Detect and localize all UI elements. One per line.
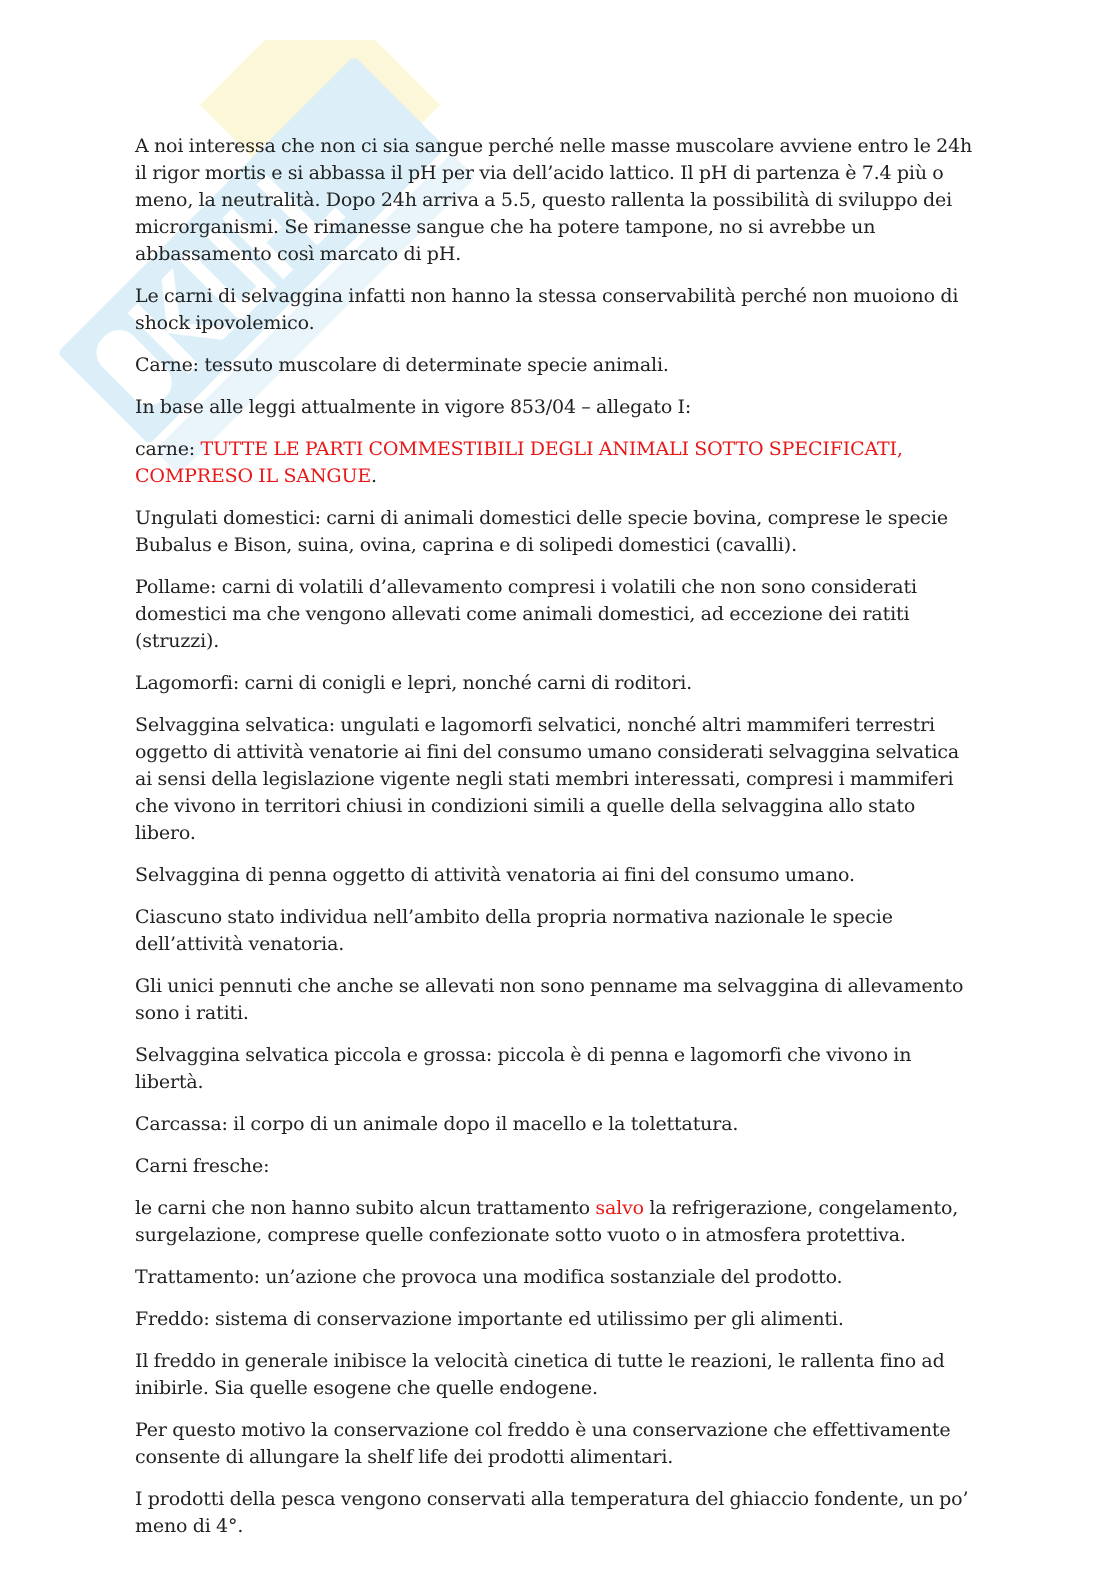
paragraph-normativa-nazionale: Ciascuno stato individua nell’ambito della propria normativa nazionale le specie dell’attività venatoria. — [135, 906, 893, 955]
paragraph-freddo: Freddo: sistema di conservazione importante ed utilissimo per gli alimenti. — [135, 1308, 844, 1330]
paragraph-carni-fresche-heading: Carni fresche: — [135, 1155, 270, 1177]
fresche-prefix: le carni che non hanno subito alcun trattamento — [135, 1197, 596, 1219]
paragraph-ph-rigor-mortis: A noi interessa che non ci sia sangue perché nelle masse muscolare avviene entro le 24h il rigor mortis e si abbassa il pH per via dell’acido lattico. Il pH di partenza è 7.4 più o meno, la neutralità. Dopo 24h arriva a 5.5, questo rallenta la possibilità di sviluppo dei microrganismi. Se rimanesse sangue che ha potere tampone, no si avrebbe un abbassamento così marcato di pH. — [135, 135, 973, 265]
paragraph-piccola-grossa: Selvaggina selvatica piccola e grossa: piccola è di penna e lagomorfi che vivono in libertà. — [135, 1044, 912, 1093]
carne-suffix: . — [371, 465, 377, 487]
paragraph-ratiti: Gli unici pennuti che anche se allevati non sono penname ma selvaggina di allevamento sono i ratiti. — [135, 975, 964, 1024]
paragraph-selvaggina-selvatica: Selvaggina selvatica: ungulati e lagomorfi selvatici, nonché altri mammiferi terrestri oggetto di attività venatorie ai fini del consumo umano considerati selvaggina selvatica ai sensi della legislazione vigente negli stati membri interessati, compresi i mammiferi che vivono in territori chiusi in condizioni simili a quelle della selvaggina allo stato libero. — [135, 714, 960, 844]
fresche-highlight: salvo — [595, 1197, 644, 1219]
fresche-suffix: la refrigerazione, congelamento, surgelazione, comprese quelle confezionate sotto vuoto o in atmosfera protettiva. — [135, 1197, 959, 1246]
paragraph-leggi-vigore: In base alle leggi attualmente in vigore 853/04 – allegato I: — [135, 396, 692, 418]
paragraph-selvaggina-penna: Selvaggina di penna oggetto di attività venatoria ai fini del consumo umano. — [135, 864, 855, 886]
paragraph-carni-fresche-definition — [135, 1195, 980, 1249]
carne-highlight: TUTTE LE PARTI COMMESTIBILI DEGLI ANIMALI SOTTO SPECIFICATI, COMPRESO IL SANGUE — [135, 438, 903, 487]
paragraph-ungulati-domestici: Ungulati domestici: carni di animali domestici delle specie bovina, comprese le specie Bubalus e Bison, suina, ovina, caprina e di solipedi domestici (cavalli). — [135, 507, 948, 556]
paragraph-trattamento: Trattamento: un’azione che provoca una modifica sostanziale del prodotto. — [135, 1266, 843, 1288]
paragraph-selvaggina-conservabilita: Le carni di selvaggina infatti non hanno la stessa conservabilità perché non muoiono di shock ipovolemico. — [135, 285, 959, 334]
carne-prefix: carne: — [135, 438, 201, 460]
paragraph-carcassa: Carcassa: il corpo di un animale dopo il macello e la tolettatura. — [135, 1113, 739, 1135]
paragraph-prodotti-pesca: I prodotti della pesca vengono conservati alla temperatura del ghiaccio fondente, un po’ meno di 4°. — [135, 1488, 969, 1537]
document-page — [135, 133, 980, 1555]
paragraph-freddo-reazioni: Il freddo in generale inibisce la velocità cinetica di tutte le reazioni, le rallenta fino ad inibirle. Sia quelle esogene che quelle endogene. — [135, 1350, 945, 1399]
paragraph-shelf-life: Per questo motivo la conservazione col freddo è una conservazione che effettivamente consente di allungare la shelf life dei prodotti alimentari. — [135, 1419, 951, 1468]
paragraph-lagomorfi: Lagomorfi: carni di conigli e lepri, nonché carni di roditori. — [135, 672, 693, 694]
paragraph-pollame: Pollame: carni di volatili d’allevamento compresi i volatili che non sono considerati domestici ma che vengono allevati come animali domestici, ad eccezione dei ratiti (struzzi). — [135, 576, 917, 652]
paragraph-carne-legal-definition — [135, 436, 980, 490]
paragraph-carne-definition: Carne: tessuto muscolare di determinate specie animali. — [135, 354, 669, 376]
